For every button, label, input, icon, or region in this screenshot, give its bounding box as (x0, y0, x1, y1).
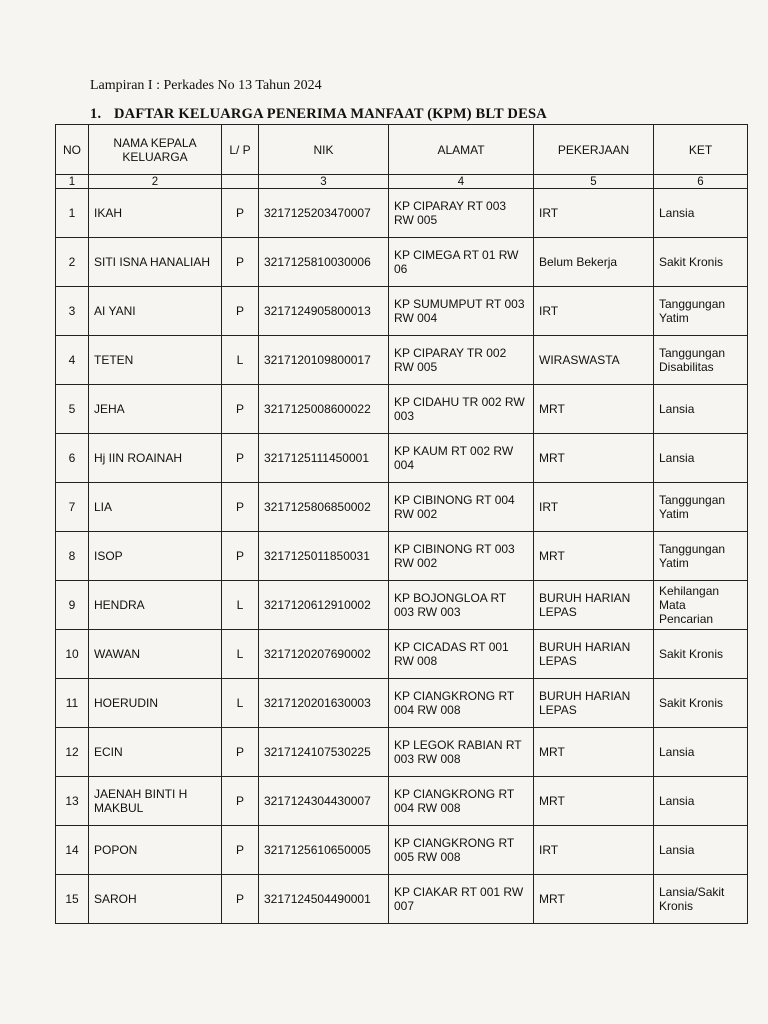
cell-no: 1 (56, 189, 89, 238)
cell-pekerjaan: MRT (534, 875, 654, 924)
column-header-nama: NAMA KEPALA KELUARGA (89, 125, 222, 175)
cell-nik: 3217120207690002 (259, 630, 389, 679)
cell-pekerjaan: BURUH HARIAN LEPAS (534, 679, 654, 728)
cell-alamat: KP SUMUMPUT RT 003 RW 004 (389, 287, 534, 336)
column-number-row (56, 175, 748, 189)
cell-alamat: KP CICADAS RT 001 RW 008 (389, 630, 534, 679)
cell-nama: WAWAN (89, 630, 222, 679)
column-header-ket: KET (654, 125, 748, 175)
cell-no: 2 (56, 238, 89, 287)
cell-lp: L (222, 336, 259, 385)
table-row (56, 238, 748, 287)
cell-no: 9 (56, 581, 89, 630)
cell-alamat: KP BOJONGLOA RT 003 RW 003 (389, 581, 534, 630)
column-header-alamat: ALAMAT (389, 125, 534, 175)
table-row (56, 287, 748, 336)
cell-no: 15 (56, 875, 89, 924)
cell-no: 12 (56, 728, 89, 777)
cell-lp: P (222, 728, 259, 777)
cell-nama: AI YANI (89, 287, 222, 336)
cell-nama: IKAH (89, 189, 222, 238)
cell-nama: HENDRA (89, 581, 222, 630)
cell-alamat: KP CIPARAY RT 003 RW 005 (389, 189, 534, 238)
table-row (56, 728, 748, 777)
cell-no: 3 (56, 287, 89, 336)
table-row (56, 581, 748, 630)
table-row (56, 679, 748, 728)
lampiran-heading: Lampiran I : Perkades No 13 Tahun 2024 (90, 78, 322, 93)
column-header-lp: L/ P (222, 125, 259, 175)
cell-lp: P (222, 434, 259, 483)
column-number: 6 (654, 175, 748, 189)
cell-alamat: KP CIMEGA RT 01 RW 06 (389, 238, 534, 287)
table-header-row (56, 125, 748, 175)
cell-nik: 3217125011850031 (259, 532, 389, 581)
column-number-empty (222, 175, 259, 189)
cell-ket: Lansia (654, 434, 748, 483)
cell-nik: 3217125008600022 (259, 385, 389, 434)
cell-pekerjaan: MRT (534, 385, 654, 434)
column-number: 3 (259, 175, 389, 189)
cell-ket: Tanggungan Yatim (654, 532, 748, 581)
cell-lp: P (222, 532, 259, 581)
document-title (90, 106, 547, 123)
cell-ket: Kehilangan Mata Pencarian (654, 581, 748, 630)
table-body (56, 189, 748, 924)
cell-no: 8 (56, 532, 89, 581)
cell-nama: SITI ISNA HANALIAH (89, 238, 222, 287)
cell-ket: Sakit Kronis (654, 630, 748, 679)
cell-ket: Lansia (654, 728, 748, 777)
cell-no: 11 (56, 679, 89, 728)
cell-ket: Sakit Kronis (654, 238, 748, 287)
cell-pekerjaan: BURUH HARIAN LEPAS (534, 630, 654, 679)
cell-alamat: KP CIANGKRONG RT 004 RW 008 (389, 679, 534, 728)
cell-lp: P (222, 875, 259, 924)
table-row (56, 434, 748, 483)
cell-lp: L (222, 581, 259, 630)
cell-nik: 3217124504490001 (259, 875, 389, 924)
cell-ket: Lansia/Sakit Kronis (654, 875, 748, 924)
cell-pekerjaan: IRT (534, 483, 654, 532)
cell-nama: HOERUDIN (89, 679, 222, 728)
cell-nama: ISOP (89, 532, 222, 581)
cell-nik: 3217125111450001 (259, 434, 389, 483)
cell-nama: ECIN (89, 728, 222, 777)
kpm-table (55, 124, 748, 924)
cell-lp: L (222, 679, 259, 728)
cell-lp: P (222, 483, 259, 532)
cell-nama: JEHA (89, 385, 222, 434)
cell-no: 5 (56, 385, 89, 434)
cell-nik: 3217124304430007 (259, 777, 389, 826)
table-row (56, 532, 748, 581)
cell-nama: LIA (89, 483, 222, 532)
cell-nik: 3217120612910002 (259, 581, 389, 630)
cell-no: 10 (56, 630, 89, 679)
cell-pekerjaan: MRT (534, 434, 654, 483)
cell-lp: L (222, 630, 259, 679)
cell-ket: Lansia (654, 385, 748, 434)
table-row (56, 875, 748, 924)
cell-nik: 3217125610650005 (259, 826, 389, 875)
table-row (56, 385, 748, 434)
cell-pekerjaan: IRT (534, 826, 654, 875)
cell-lp: P (222, 189, 259, 238)
cell-ket: Lansia (654, 777, 748, 826)
cell-nama: TETEN (89, 336, 222, 385)
cell-nama: JAENAH BINTI H MAKBUL (89, 777, 222, 826)
cell-nama: POPON (89, 826, 222, 875)
cell-no: 14 (56, 826, 89, 875)
column-number: 1 (56, 175, 89, 189)
table-row (56, 777, 748, 826)
cell-ket: Tanggungan Yatim (654, 483, 748, 532)
cell-alamat: KP CIANGKRONG RT 005 RW 008 (389, 826, 534, 875)
cell-no: 13 (56, 777, 89, 826)
column-header-pekerjaan: PEKERJAAN (534, 125, 654, 175)
cell-pekerjaan: MRT (534, 777, 654, 826)
cell-nik: 3217124905800013 (259, 287, 389, 336)
cell-ket: Tanggungan Disabilitas (654, 336, 748, 385)
cell-pekerjaan: Belum Bekerja (534, 238, 654, 287)
cell-nik: 3217124107530225 (259, 728, 389, 777)
table-row (56, 826, 748, 875)
column-number: 5 (534, 175, 654, 189)
cell-alamat: KP CIBINONG RT 004 RW 002 (389, 483, 534, 532)
cell-no: 4 (56, 336, 89, 385)
cell-pekerjaan: IRT (534, 287, 654, 336)
cell-alamat: KP CIAKAR RT 001 RW 007 (389, 875, 534, 924)
column-header-no: NO (56, 125, 89, 175)
cell-alamat: KP CIANGKRONG RT 004 RW 008 (389, 777, 534, 826)
cell-pekerjaan: IRT (534, 189, 654, 238)
cell-nama: Hj IIN ROAINAH (89, 434, 222, 483)
table-row (56, 336, 748, 385)
cell-ket: Tanggungan Yatim (654, 287, 748, 336)
cell-lp: P (222, 238, 259, 287)
column-header-nik: NIK (259, 125, 389, 175)
cell-alamat: KP LEGOK RABIAN RT 003 RW 008 (389, 728, 534, 777)
cell-pekerjaan: WIRASWASTA (534, 336, 654, 385)
cell-no: 6 (56, 434, 89, 483)
cell-nik: 3217125806850002 (259, 483, 389, 532)
cell-alamat: KP KAUM RT 002 RW 004 (389, 434, 534, 483)
cell-pekerjaan: BURUH HARIAN LEPAS (534, 581, 654, 630)
cell-pekerjaan: MRT (534, 532, 654, 581)
table-row (56, 189, 748, 238)
cell-nik: 3217125810030006 (259, 238, 389, 287)
cell-alamat: KP CIBINONG RT 003 RW 002 (389, 532, 534, 581)
cell-nik: 3217120201630003 (259, 679, 389, 728)
cell-lp: P (222, 385, 259, 434)
cell-lp: P (222, 826, 259, 875)
cell-lp: P (222, 777, 259, 826)
table-row (56, 483, 748, 532)
table-row (56, 630, 748, 679)
column-number: 4 (389, 175, 534, 189)
cell-alamat: KP CIPARAY TR 002 RW 005 (389, 336, 534, 385)
cell-nama: SAROH (89, 875, 222, 924)
cell-ket: Sakit Kronis (654, 679, 748, 728)
cell-alamat: KP CIDAHU TR 002 RW 003 (389, 385, 534, 434)
cell-ket: Lansia (654, 826, 748, 875)
title-text: DAFTAR KELUARGA PENERIMA MANFAAT (KPM) BLT DESA (114, 106, 547, 122)
cell-ket: Lansia (654, 189, 748, 238)
title-number: 1. (90, 106, 102, 122)
cell-nik: 3217125203470007 (259, 189, 389, 238)
column-number: 2 (89, 175, 222, 189)
cell-nik: 3217120109800017 (259, 336, 389, 385)
cell-no: 7 (56, 483, 89, 532)
cell-lp: P (222, 287, 259, 336)
cell-pekerjaan: MRT (534, 728, 654, 777)
